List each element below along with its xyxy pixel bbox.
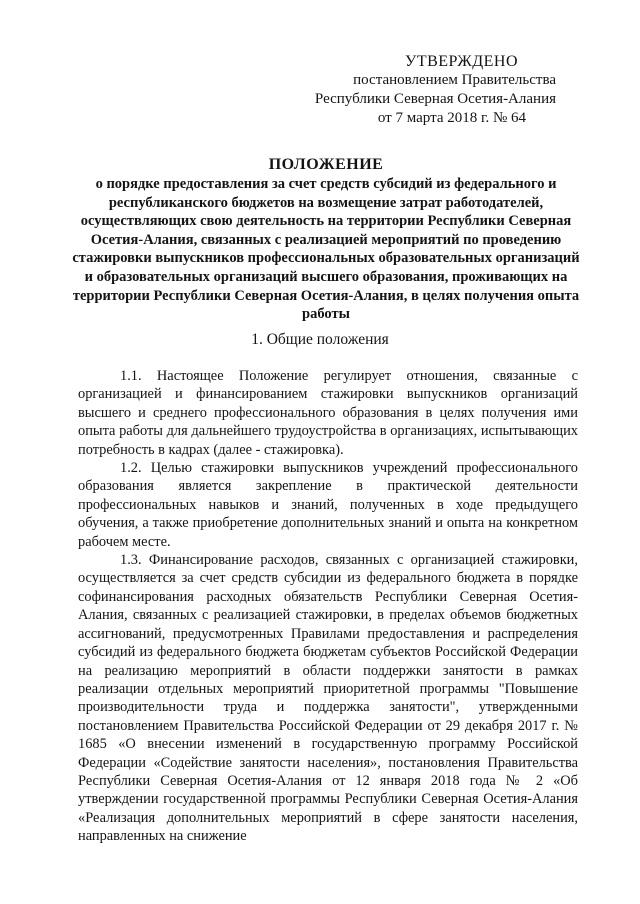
document-subtitle: о порядке предоставления за счет средств субсидий из федерального и республиканского бюджетов на возмещение затрат работодателей, осуществляющих свою деятельность на территории Республики Северная Осетия-Алания, связанных с реализацией мероприятий по проведению стажировки выпускников профессиональных образовательных организаций и образовательных организаций высшего образования, проживающих на территории Республики Северная Осетия-Алания, в целях получения опыта работы xyxy=(72,176,580,323)
approval-authority: постановлением Правительства xyxy=(353,72,556,88)
approval-republic: Республики Северная Осетия-Алания xyxy=(314,91,556,107)
paragraph-1-3: 1.3. Финансирование расходов, связанных с организацией стажировки, осуществляется за счет средств субсидии из федерального бюджета в порядке софинансирования расходных обязательств Республики Северная Осетия-Алания, связанных с реализацией стажировки, в пределах объемов бюджетных ассигнований, предусмотренных Правилами предоставления и распределения субсидий из федерального бюджета бюджетам субъектов Российской Федерации на реализацию мероприятий в области поддержки занятости в рамках реализации отдельных мероприятий приоритетной программы "Повышение производительности труда и поддержка занятости", утвержденными постановлением Правительства Российской Федерации от 29 декабря 2017 г. № 1685 «О внесении изменений в государственную программу Российской Федерации «Содействие занятости населения», постановления Правительства Республики Северная Осетия-Алания от 12 января 2018 года № 2 «Об утверждении государственной программы Республики Северная Осетия-Алания «Реализация дополнительных мероприятий в сфере занятости населения, направленных на снижение xyxy=(78,552,578,845)
approval-date: от 7 марта 2018 г. № 64 xyxy=(377,110,526,126)
document-title-block xyxy=(70,155,582,324)
document-body xyxy=(78,367,578,846)
section-heading: 1. Общие положения xyxy=(251,331,389,348)
paragraph-1-2: 1.2. Целью стажировки выпускников учреждений профессионального образования является закрепление в практической деятельности профессиональных навыков и знаний, полученных в ходе предыдущего обучения, а также приобретение дополнительных знаний и опыта на конкретном рабочем месте. xyxy=(78,460,578,550)
approval-stamp-block xyxy=(315,52,556,128)
paragraph-1-1: 1.1. Настоящее Положение регулирует отношения, связанные с организацией и финансированием стажировки выпускников организаций высшего и среднего профессионального образования в целях получения ими опыта работы для дальнейшего трудоустройства в организациях, испытывающих потребность в кадрах (далее - стажировка). xyxy=(78,368,578,458)
document-title: ПОЛОЖЕНИЕ xyxy=(268,156,384,173)
approval-stamp: УТВЕРЖДЕНО xyxy=(404,53,518,70)
